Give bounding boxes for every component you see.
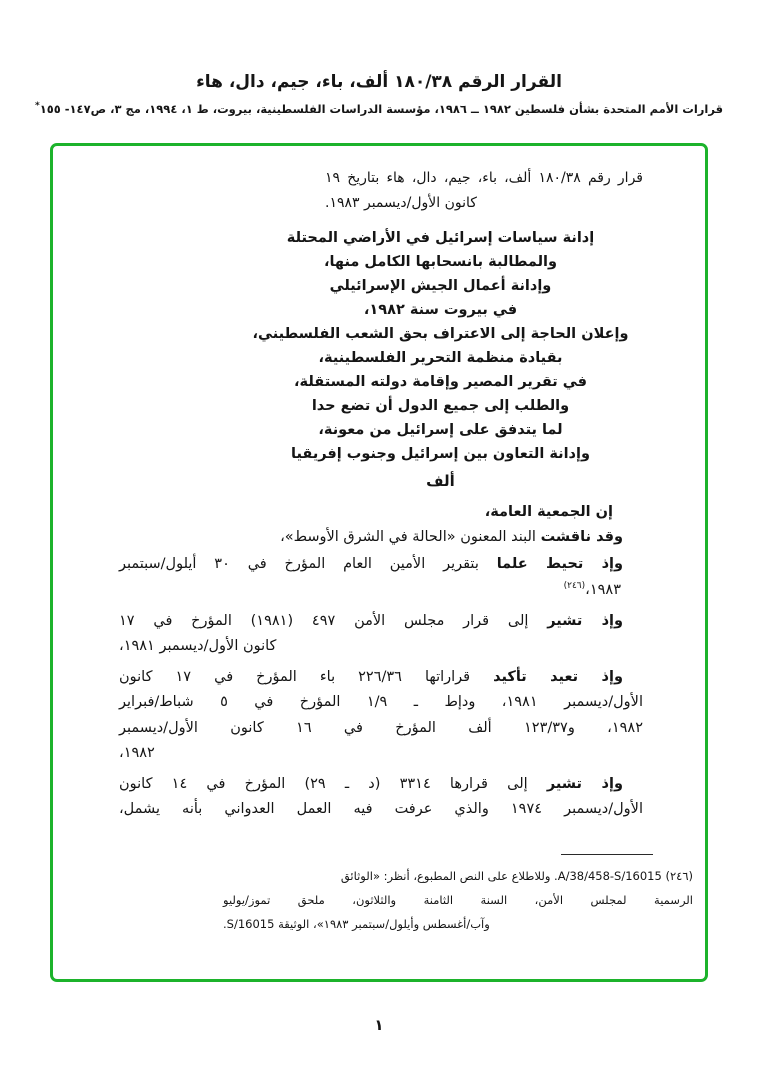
text-segment: في تقرير المصير وإقامة دولته المستقلة، [294,373,587,390]
text-segment: وإدانة أعمال الجيش الإسرائيلي [329,277,552,294]
text-segment: إدانة سياسات إسرائيل في الأراضي المحتلة [286,229,595,246]
text-segment: قرار رقم ١٨٠/٣٨ ألف، باء، جيم، دال، هاء بتاريخ ١٩ [325,169,643,186]
preamble-title-line [238,370,643,394]
text-segment: الأول/ديسمبر ١٩٨١، ودإط ـ ١/٩ المؤرخ في ٥ شباط/فبراير [119,694,643,711]
green-border-box [50,143,708,982]
footnote-separator-rule [561,854,653,855]
preamble-title-line [238,418,643,442]
footnote-line [223,864,693,888]
text-segment: ١٩٨٣، [585,582,621,599]
text-segment: وقد ناقشت [540,529,623,546]
body-text-line [119,690,643,716]
intro-line [325,191,643,216]
text-segment: إن الجمعية العامة، [484,503,613,520]
text-segment: بتقرير الأمين العام المؤرخ في ٣٠ أيلول/سبتمبر [119,555,497,572]
text-segment: إلى قرار مجلس الأمن ٤٩٧ (١٩٨١) المؤرخ في ١٧ [119,612,548,629]
body-text-line [119,716,643,742]
section-heading-alif: ألف [426,471,455,490]
body-text-line [119,634,643,660]
text-segment: وآب/أغسطس وأيلول/سبتمبر ١٩٨٣»، الوثيقة S/16015. [223,916,490,931]
text-segment: لما يتدفق على إسرائيل من معونة، [318,421,563,438]
document-title: القرار الرقم ١٨٠/٣٨ ألف، باء، جيم، دال، هاء [196,72,562,92]
resolution-intro-paragraph [325,166,643,216]
text-segment: قراراتها ٢٢٦/٣٦ باء المؤرخ في ١٧ كانون [119,668,494,685]
preamble-title-line [238,322,643,346]
page-number: ١ [374,1015,384,1034]
preamble-title-line [238,250,643,274]
body-text-line [119,609,643,635]
resolution-body [119,500,643,823]
body-text-line [119,500,643,526]
body-text-line [119,574,643,603]
source-citation-text: قرارات الأمم المتحدة بشأن فلسطين ١٩٨٢ ــ ١٩٨٦، مؤسسة الدراسات الفلسطينية، بيروت، ط ١، ١٩٩٤، مج ٣، ص١٤٧- ١٥٥ [39,101,724,116]
text-segment: وإذ تحيط علما [496,555,623,572]
text-segment: ١٩٨٢، و١٢٣/٣٧ ألف المؤرخ في ١٦ كانون الأول/ديسمبر [119,719,643,736]
preamble-title-line [238,226,643,250]
footnote-reference: (٢٤٦) [563,581,586,592]
text-segment: وإذ تشير [547,612,624,629]
text-segment: (٢٤٦) A/38/458-S/16015. وللاطلاع على النص المطبوع، أنظر: «الوثائق [340,868,693,883]
body-text-line [119,772,643,798]
footnote-text [223,864,693,936]
source-citation [0,101,758,116]
text-segment: البند المعنون «الحالة في الشرق الأوسط»، [280,529,541,546]
footnote-line [223,888,693,912]
body-text-line [119,741,643,767]
text-segment: وإذ تشير [546,775,623,792]
text-segment: بقيادة منظمة التحرير الفلسطينية، [318,349,563,366]
body-text-line [119,665,643,691]
footnote-line [223,912,693,936]
text-segment: ١٩٨٢، [119,745,155,762]
preamble-title-line [238,274,643,298]
body-text-line [119,797,643,823]
footnote-block [223,854,693,936]
preamble-title-line [238,442,643,466]
text-segment: الرسمية لمجلس الأمن، السنة الثامنة والثلاثون، ملحق تموز/يوليو [223,892,693,907]
text-segment: وإذ تعيد تأكيد [493,668,623,685]
preamble-title-line [238,346,643,370]
preamble-title-block [238,226,643,466]
text-segment: وإدانة التعاون بين إسرائيل وجنوب إفريقيا [291,445,590,462]
text-segment: وإعلان الحاجة إلى الاعتراف بحق الشعب الفلسطيني، [252,325,629,342]
intro-line [325,166,643,191]
preamble-title-line [238,394,643,418]
text-segment: كانون الأول/ديسمبر ١٩٨١، [119,638,277,655]
body-text-line [119,525,643,551]
preamble-title-line [238,298,643,322]
text-segment: والطلب إلى جميع الدول أن تضع حدا [311,397,570,414]
text-segment: والمطالبة بانسحابها الكامل منها، [323,253,558,270]
text-segment: الأول/ديسمبر ١٩٧٤ والذي عرفت فيه العمل العدواني بأنه يشمل، [119,801,643,818]
text-segment: كانون الأول/ديسمبر ١٩٨٣. [325,194,477,211]
footnote-asterisk: * [34,101,40,111]
text-segment: في بيروت سنة ١٩٨٢، [363,301,518,318]
text-segment: إلى قرارها ٣٣١٤ (د ـ ٢٩) المؤرخ في ١٤ كانون [119,775,547,792]
